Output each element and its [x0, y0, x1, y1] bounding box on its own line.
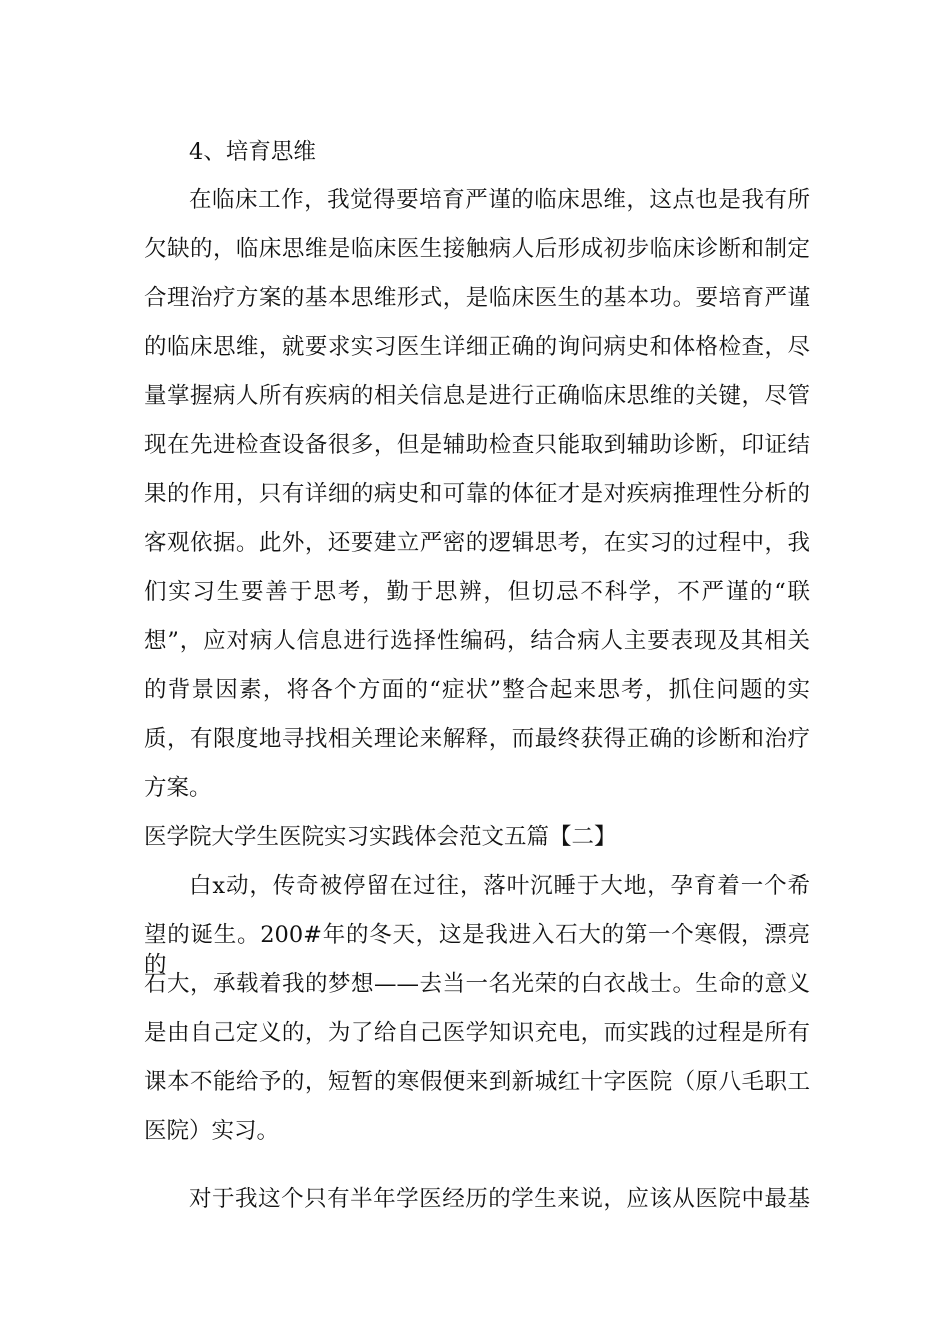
- paragraph-line: 合理治疗方案的基本思维形式，是临床医生的基本功。要培育严谨: [144, 285, 810, 311]
- paragraph-line: 现在先进检查设备很多，但是辅助检查只能取到辅助诊断，印证结: [144, 432, 810, 458]
- paragraph-line: 方案。: [144, 775, 212, 801]
- paragraph-line: 们实习生要善于思考，勤于思辨，但切忌不科学，不严谨的“联: [144, 579, 810, 605]
- paragraph-line: 医院）实习。: [144, 1118, 280, 1144]
- paragraph-line: 课本不能给予的，短暂的寒假便来到新城红十字医院（原八毛职工: [144, 1069, 810, 1095]
- paragraph-line: 白x动，传奇被停留在过往，落叶沉睡于大地，孕育着一个希: [189, 873, 810, 899]
- paragraph-line: 对于我这个只有半年学医经历的学生来说，应该从医院中最基: [189, 1186, 810, 1212]
- section-heading: 4、培育思维: [189, 139, 316, 165]
- paragraph-line: 的背景因素，将各个方面的“症状”整合起来思考，抓住问题的实: [144, 677, 810, 703]
- paragraph-line: 在临床工作，我觉得要培育严谨的临床思维，这点也是我有所: [189, 187, 810, 213]
- paragraph-line: 质，有限度地寻找相关理论来解释，而最终获得正确的诊断和治疗: [144, 726, 810, 752]
- article-title: 医学院大学生医院实习实践体会范文五篇【二】: [144, 824, 617, 850]
- paragraph-line: 的临床思维，就要求实习医生详细正确的询问病史和体格检查，尽: [144, 334, 810, 360]
- paragraph-line: 想”，应对病人信息进行选择性编码，结合病人主要表现及其相关: [144, 628, 810, 654]
- paragraph-line: 望的诞生。200#年的冬天，这是我进入石大的第一个寒假，漂亮的: [144, 922, 810, 978]
- paragraph-line: 石大，承载着我的梦想——去当一名光荣的白衣战士。生命的意义: [144, 971, 810, 997]
- paragraph-line: 量掌握病人所有疾病的相关信息是进行正确临床思维的关键，尽管: [144, 383, 810, 409]
- paragraph-line: 欠缺的，临床思维是临床医生接触病人后形成初步临床诊断和制定: [144, 236, 810, 262]
- paragraph-line: 是由自己定义的，为了给自己医学知识充电，而实践的过程是所有: [144, 1020, 810, 1046]
- paragraph-line: 客观依据。此外，还要建立严密的逻辑思考，在实习的过程中，我: [144, 530, 810, 556]
- paragraph-line: 果的作用，只有详细的病史和可靠的体征才是对疾病推理性分析的: [144, 481, 810, 507]
